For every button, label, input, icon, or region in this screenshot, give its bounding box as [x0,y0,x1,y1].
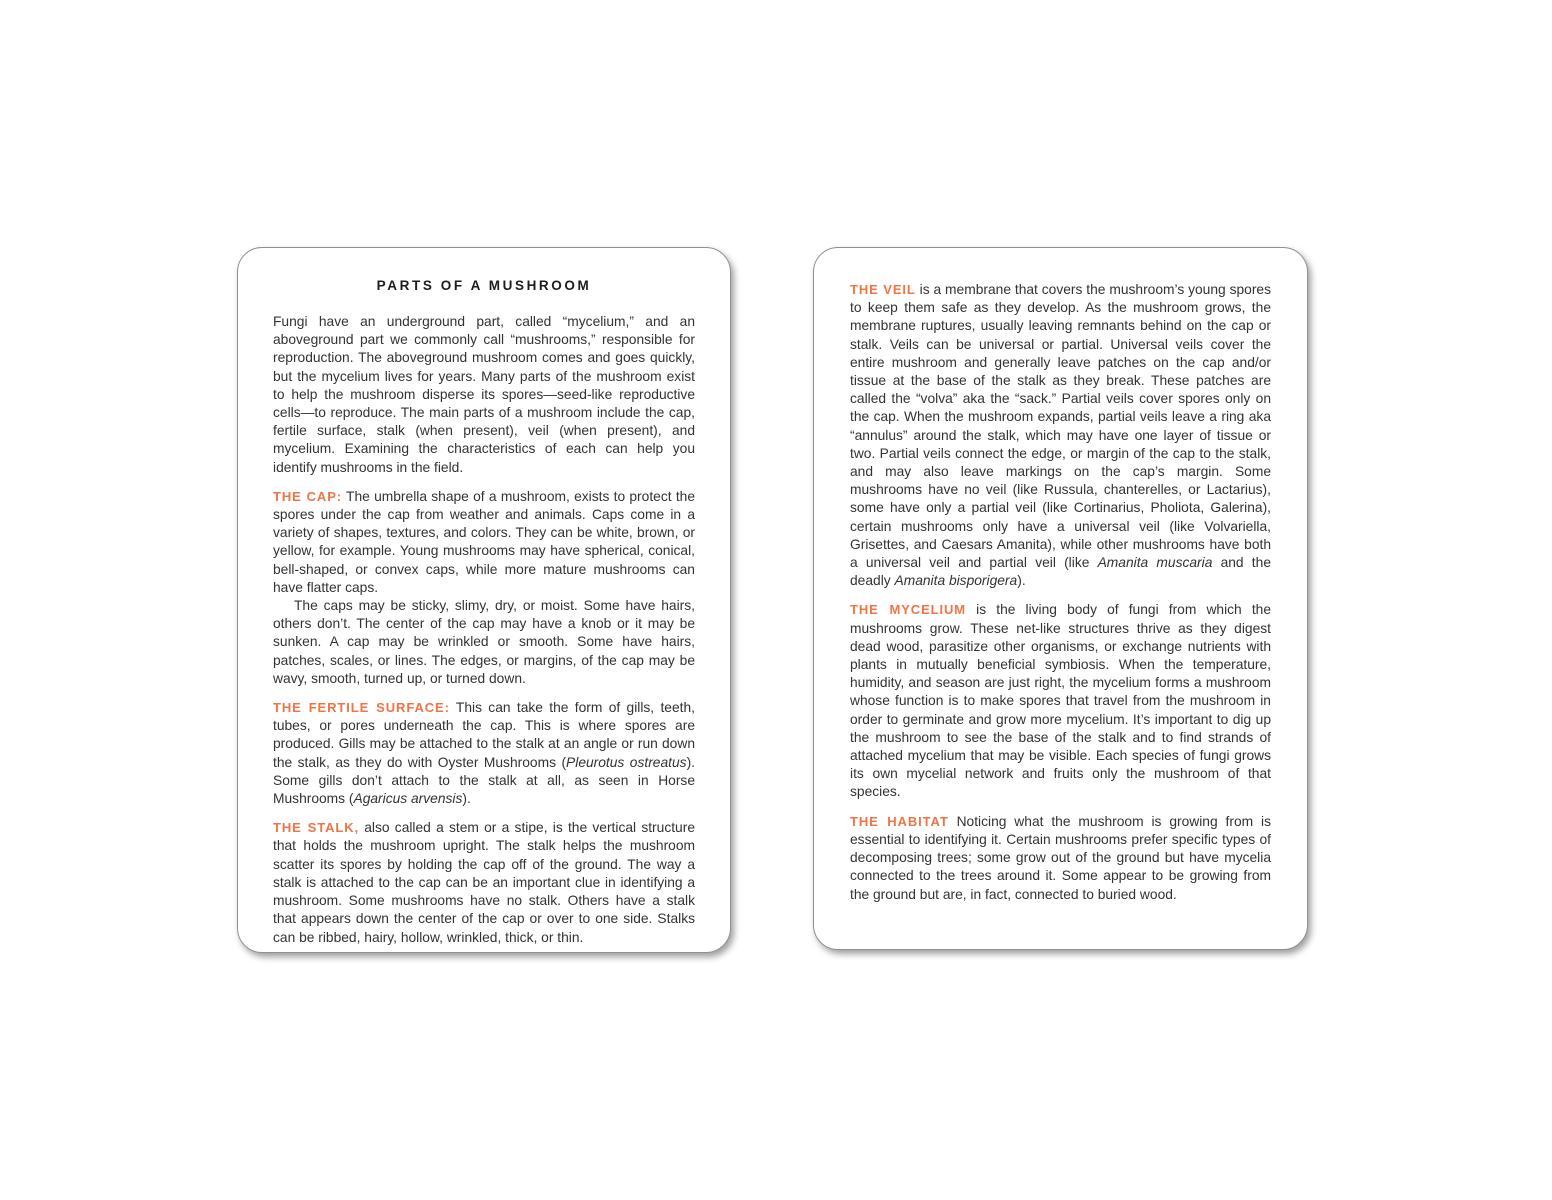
section-paragraph [850,281,1271,590]
species-name: Amanita muscaria [1097,555,1213,571]
section-paragraph [273,488,695,597]
species-name: Pleurotus ostreatus [566,754,687,770]
card-parts-of-a-mushroom [237,247,731,953]
text-run: ). Some gills don’t attach to the stalk at all, as seen in Horse Mushrooms ( [273,754,696,807]
section-label: THE VEIL [850,282,916,297]
species-name: Agaricus arvensis [353,791,463,807]
text-run: is a membrane that covers the mushroom’s young spores to keep them safe as they develop. As the mushroom grows, the membrane ruptures, usually leaving remnants behind on the cap or stalk. Veils can be universal or partial. Universal veils cover the entire mushroom and generally leave patches on the cap and/or tissue at the base of the stalk as they break. These patches are called the “volva” aka the “sack.” Partial veils cover spores only on the cap. When the mushroom expands, partial veils leave a ring aka “annulus” around the stalk, which may have one layer of tissue or two. Partial veils connect the edge, or margin of the cap to the stalk, and may also leave markings on the cap’s margin. Some mushrooms have no veil (like Russula, chanterelles, or Lactarius), some have only a partial veil (like Cortinarius, Pholiota, Galerina), certain mushrooms only have a universal veil (like Volvariella, Grisettes, and Caesars Amanita), while other mushrooms have both a universal veil and partial veil (like [850,282,1271,571]
card-title: PARTS OF A MUSHROOM [376,278,592,293]
text-run: The caps may be sticky, slimy, dry, or moist. Some have hairs, others don’t. The center of the cap may have a knob or it may be sunken. A cap may be wrinkled or smooth. Some have hairs, patches, scales, or lines. The edges, or margins, of the cap may be wavy, smooth, turned up, or turned down. [273,598,695,686]
section-label: THE MYCELIUM [850,602,967,618]
body-paragraph [273,313,695,477]
text-run: This can take the form of gills, teeth, tubes, or pores underneath the cap. This is where spores are produced. Gills may be attached to the stalk at an angle or run down the stalk, as they do with Oyster Mushrooms ( [273,700,695,770]
text-run: ). [462,791,471,807]
body-paragraph [273,597,695,688]
text-run: also called a stem or a stipe, is the vertical structure that holds the mushroom upright. The stalk helps the mushroom scatter its spores by holding the cap off of the ground. The way a stalk is attached to the cap can be an important clue in identifying a mushroom. Some mushrooms have no stalk. Others have a stalk that appears down the center of the cap or over to one side. Stalks can be ribbed, hairy, hollow, wrinkled, thick, or thin. [273,820,695,945]
text-run: Noticing what the mushroom is growing from is essential to identifying it. Certain mushrooms prefer specific types of decomposing trees; some grow out of the ground but have mycelia connected to the trees around it. Some appear to be growing from the ground but are, in fact, connected to buried wood. [850,813,1271,902]
section-label: THE FERTILE SURFACE: [273,700,450,716]
section-paragraph [850,813,1271,904]
section-paragraph [273,819,695,946]
text-run: Fungi have an underground part, called “mycelium,” and an aboveground part we commonly call “mushrooms,” responsible for reproduction. The aboveground mushroom comes and goes quickly, but the mycelium lives for years. Many parts of the mushroom exist to help the mushroom disperse its spores—seed-like reproductive cells—to reproduce. The main parts of a mushroom include the cap, fertile surface, stalk (when present), veil (when present), and mycelium. Examining the characteristics of each can help you identify mushrooms in the field. [273,314,695,475]
section-paragraph [273,699,695,808]
card-veil-mycelium-habitat [813,247,1308,950]
text-run: is the living body of fungi from which the mushrooms grow. These net-like structures thrive as they digest dead wood, parasitize other organisms, or exchange nutrients with plants in mutually beneficial symbiosis. When the temperature, humidity, and season are just right, the mycelium forms a mushroom whose function is to make spores that travel from the mushroom in order to germinate and grow more mycelium. It’s important to dig up the mushroom to see the base of the stalk and to find strands of attached mycelium that may be visible. Each species of fungi grows its own mycelial network and fruits only the mushroom of that species. [850,602,1272,800]
section-label: THE HABITAT [850,813,949,829]
section-label: THE STALK, [273,820,359,836]
card-body [273,313,695,947]
card-body [850,281,1271,904]
text-run: The umbrella shape of a mushroom, exists to protect the spores under the cap from weather and animals. Caps come in a variety of shapes, textures, and colors. They can be white, brown, or yellow, for example. Young mushrooms may have spherical, conical, bell-shaped, or convex caps, while more mature mushrooms can have flatter caps. [273,488,695,595]
text-run: ). [1017,573,1026,589]
section-paragraph [850,601,1271,801]
species-name: Amanita bisporigera [894,573,1018,589]
text-run: and the deadly [850,555,1271,589]
section-label: THE CAP: [273,488,343,504]
